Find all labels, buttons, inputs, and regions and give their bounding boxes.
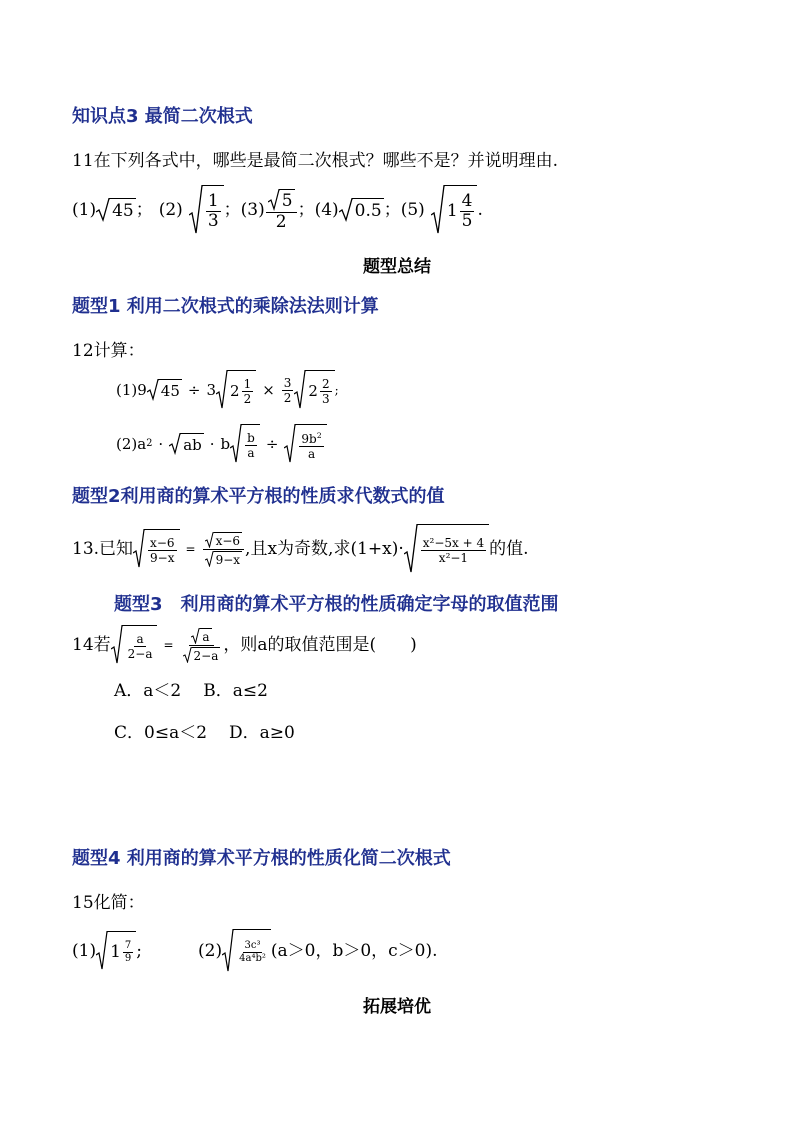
radical-sign-icon bbox=[191, 628, 200, 644]
radical: $\frac{x-6}{9-x}$ bbox=[133, 529, 179, 569]
radical: $\frac{1}{3}$ bbox=[189, 185, 224, 235]
question-13: 13.已知 $\frac{x-6}{9-x}$ = $\frac{x-6}{9-x}$ ,且x为奇数,求(1+x)· $\frac{\text{x²−5x + 4}}{\text{x²−1}}$ 的值. bbox=[72, 522, 754, 576]
radical-sign-icon bbox=[189, 185, 203, 235]
topic-heading-1: 题型1 利用二次根式的乘除法法则计算 bbox=[72, 296, 379, 317]
question-12-part-2: (2) a 2 · ab · b $\frac{b}{a}$ ÷ $\frac{9b^2}{a}$ bbox=[116, 420, 754, 468]
radical: 45 bbox=[96, 198, 136, 222]
radical: 2 $\frac{2}{3}$ bbox=[294, 370, 334, 410]
radical: 45 bbox=[147, 379, 182, 401]
question-15-parts: (1) 1 $\frac{7}{9}$ ; (2) $\frac{\text{3c³}}{\text{4a⁴b²}}$ (a＞0，b＞0，c＞0). bbox=[72, 926, 754, 976]
radical-sign-icon bbox=[169, 433, 181, 455]
option-c: C．0≤a＜2 bbox=[114, 722, 208, 743]
question-15-text: 15化简： bbox=[72, 892, 145, 913]
question-12-part-1: (1) 9 45 ÷ 3 2 $\frac{1}{2}$ × $\frac{3}{2}$ 2 $\frac{2}{3}$ ; bbox=[116, 366, 754, 414]
radical: $\frac{a}{2-a}$ bbox=[111, 625, 158, 665]
option-a: A．a＜2 bbox=[114, 680, 182, 701]
radical-sign-icon bbox=[230, 424, 242, 464]
radical: 2 $\frac{1}{2}$ bbox=[216, 370, 256, 410]
radical: $\frac{\text{x²−5x + 4}}{\text{x²−1}}$ bbox=[404, 524, 489, 574]
radical: 1 $\frac{7}{9}$ bbox=[96, 931, 136, 971]
radical-sign-icon bbox=[205, 532, 214, 548]
section-heading-knowledge-3: 知识点3 最简二次根式 bbox=[72, 106, 253, 127]
question-12-text: 12计算： bbox=[72, 340, 145, 361]
section-title-summary: 题型总结 bbox=[363, 256, 431, 277]
radical-sign-icon bbox=[294, 370, 306, 410]
topic-heading-2: 题型2利用商的算术平方根的性质求代数式的值 bbox=[72, 486, 445, 507]
radical-sign-icon bbox=[133, 529, 145, 569]
radical-sign-icon bbox=[284, 424, 296, 464]
radical-sign-icon bbox=[147, 379, 159, 401]
option-d: D．a≥0 bbox=[229, 722, 295, 743]
section-title-extension: 拓展培优 bbox=[363, 996, 431, 1017]
radical: ab bbox=[169, 433, 204, 455]
radical-sign-icon bbox=[339, 198, 353, 222]
fraction: $\frac{x-6}{9-x}$ bbox=[203, 532, 244, 567]
radical: $\frac{9b^2}{a}$ bbox=[284, 424, 326, 464]
radical-sign-icon bbox=[183, 647, 192, 663]
radical-sign-icon bbox=[205, 551, 214, 567]
fraction: $\frac{a}{2-a}$ bbox=[181, 628, 223, 663]
radical: 0.5 bbox=[339, 198, 384, 222]
topic-heading-4: 题型4 利用商的算术平方根的性质化简二次根式 bbox=[72, 848, 451, 869]
radical-sign-icon bbox=[268, 189, 280, 211]
question-14-options-cd bbox=[114, 722, 754, 744]
fraction: $\frac{3}{2}$ bbox=[283, 375, 292, 405]
radical-sign-icon bbox=[111, 625, 123, 665]
fraction: $\frac{5}{2}$ bbox=[266, 189, 297, 231]
radical-sign-icon bbox=[96, 198, 110, 222]
radical: 1 $\frac{4}{5}$ bbox=[431, 185, 478, 235]
option-b: B．a≤2 bbox=[203, 680, 268, 701]
question-14-options-ab bbox=[114, 680, 754, 702]
radical-sign-icon bbox=[96, 931, 108, 971]
topic-heading-3: 题型3 利用商的算术平方根的性质确定字母的取值范围 bbox=[114, 594, 559, 615]
question-14: 14若 $\frac{a}{2-a}$ = $\frac{a}{2-a}$ ，则a的取值范围是( ) bbox=[72, 620, 754, 670]
radical: $\frac{b}{a}$ bbox=[230, 424, 260, 464]
question-11-text: 11在下列各式中，哪些是最简二次根式？哪些不是？并说明理由. bbox=[72, 150, 559, 171]
radical-sign-icon bbox=[431, 185, 445, 235]
radical: $\frac{\text{3c³}}{\text{4a⁴b²}}$ bbox=[222, 929, 271, 973]
radical-sign-icon bbox=[404, 524, 418, 574]
radical-sign-icon bbox=[216, 370, 228, 410]
question-11-expressions: (1) 45 ； (2) $\frac{1}{3}$ ； (3) $\frac{5}{2}$ ； (4) 0.5 ； (5) 1 $\frac{4}{5}$ . bbox=[72, 180, 754, 240]
radical-sign-icon bbox=[222, 929, 234, 973]
